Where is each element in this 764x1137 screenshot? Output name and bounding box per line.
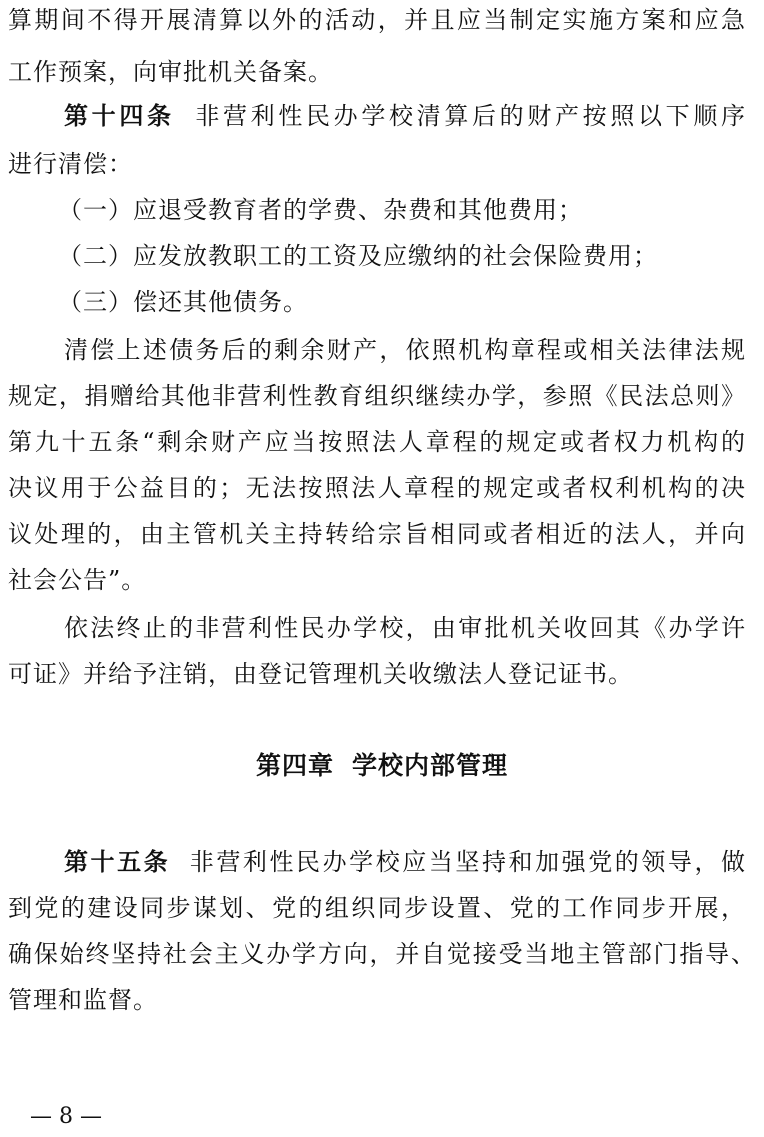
paragraph-line: 依法终止的非营利性民办学校，由审批机关收回其《办学许 bbox=[64, 614, 746, 642]
article-14-heading: 第十四条 bbox=[64, 102, 175, 130]
paragraph-line: 进行清偿： bbox=[8, 150, 133, 178]
paragraph-line: 规定，捐赠给其他非营利性教育组织继续办学，参照《民法总则》 bbox=[8, 382, 746, 410]
paragraph-line: 工作预案，向审批机关备案。 bbox=[8, 58, 333, 86]
article-14-line-1 bbox=[64, 100, 746, 132]
chapter-title: 学校内部管理 bbox=[352, 751, 509, 780]
paragraph-line: 清偿上述债务后的剩余财产，依照机构章程或相关法律法规 bbox=[64, 336, 746, 364]
chapter-number: 第四章 bbox=[255, 751, 334, 780]
paragraph-line: 到党的建设同步谋划、党的组织同步设置、党的工作同步开展， bbox=[8, 894, 746, 922]
article-14-text: 非营利性民办学校清算后的财产按照以下顺序 bbox=[192, 102, 747, 130]
paragraph-line: 确保始终坚持社会主义办学方向，并自觉接受当地主管部门指导、 bbox=[8, 940, 756, 968]
paragraph-line: 管理和监督。 bbox=[8, 986, 158, 1014]
paragraph-line: 算期间不得开展清算以外的活动，并且应当制定实施方案和应急 bbox=[8, 6, 746, 34]
article-15-heading: 第十五条 bbox=[64, 848, 171, 876]
paragraph-line: 第九十五条“剩余财产应当按照法人章程的规定或者权力机构的 bbox=[8, 428, 746, 456]
article-15-line-1 bbox=[64, 846, 746, 878]
paragraph-line: 可证》并给予注销，由登记管理机关收缴法人登记证书。 bbox=[8, 660, 633, 688]
article-15-text: 非营利性民办学校应当坚持和加强党的领导，做 bbox=[188, 848, 747, 876]
list-item: （一）应退受教育者的学费、杂费和其他费用； bbox=[58, 196, 583, 224]
paragraph-line: 决议用于公益目的；无法按照法人章程的规定或者权利机构的决 bbox=[8, 474, 746, 502]
chapter-heading bbox=[0, 748, 764, 784]
paragraph-line: 社会公告”。 bbox=[8, 566, 147, 594]
paragraph-line: 议处理的，由主管机关主持转给宗旨相同或者相近的法人，并向 bbox=[8, 520, 746, 548]
list-item: （二）应发放教职工的工资及应缴纳的社会保险费用； bbox=[58, 242, 658, 270]
list-item: （三）偿还其他债务。 bbox=[58, 288, 308, 316]
page-number: — 8 — bbox=[30, 1104, 102, 1129]
